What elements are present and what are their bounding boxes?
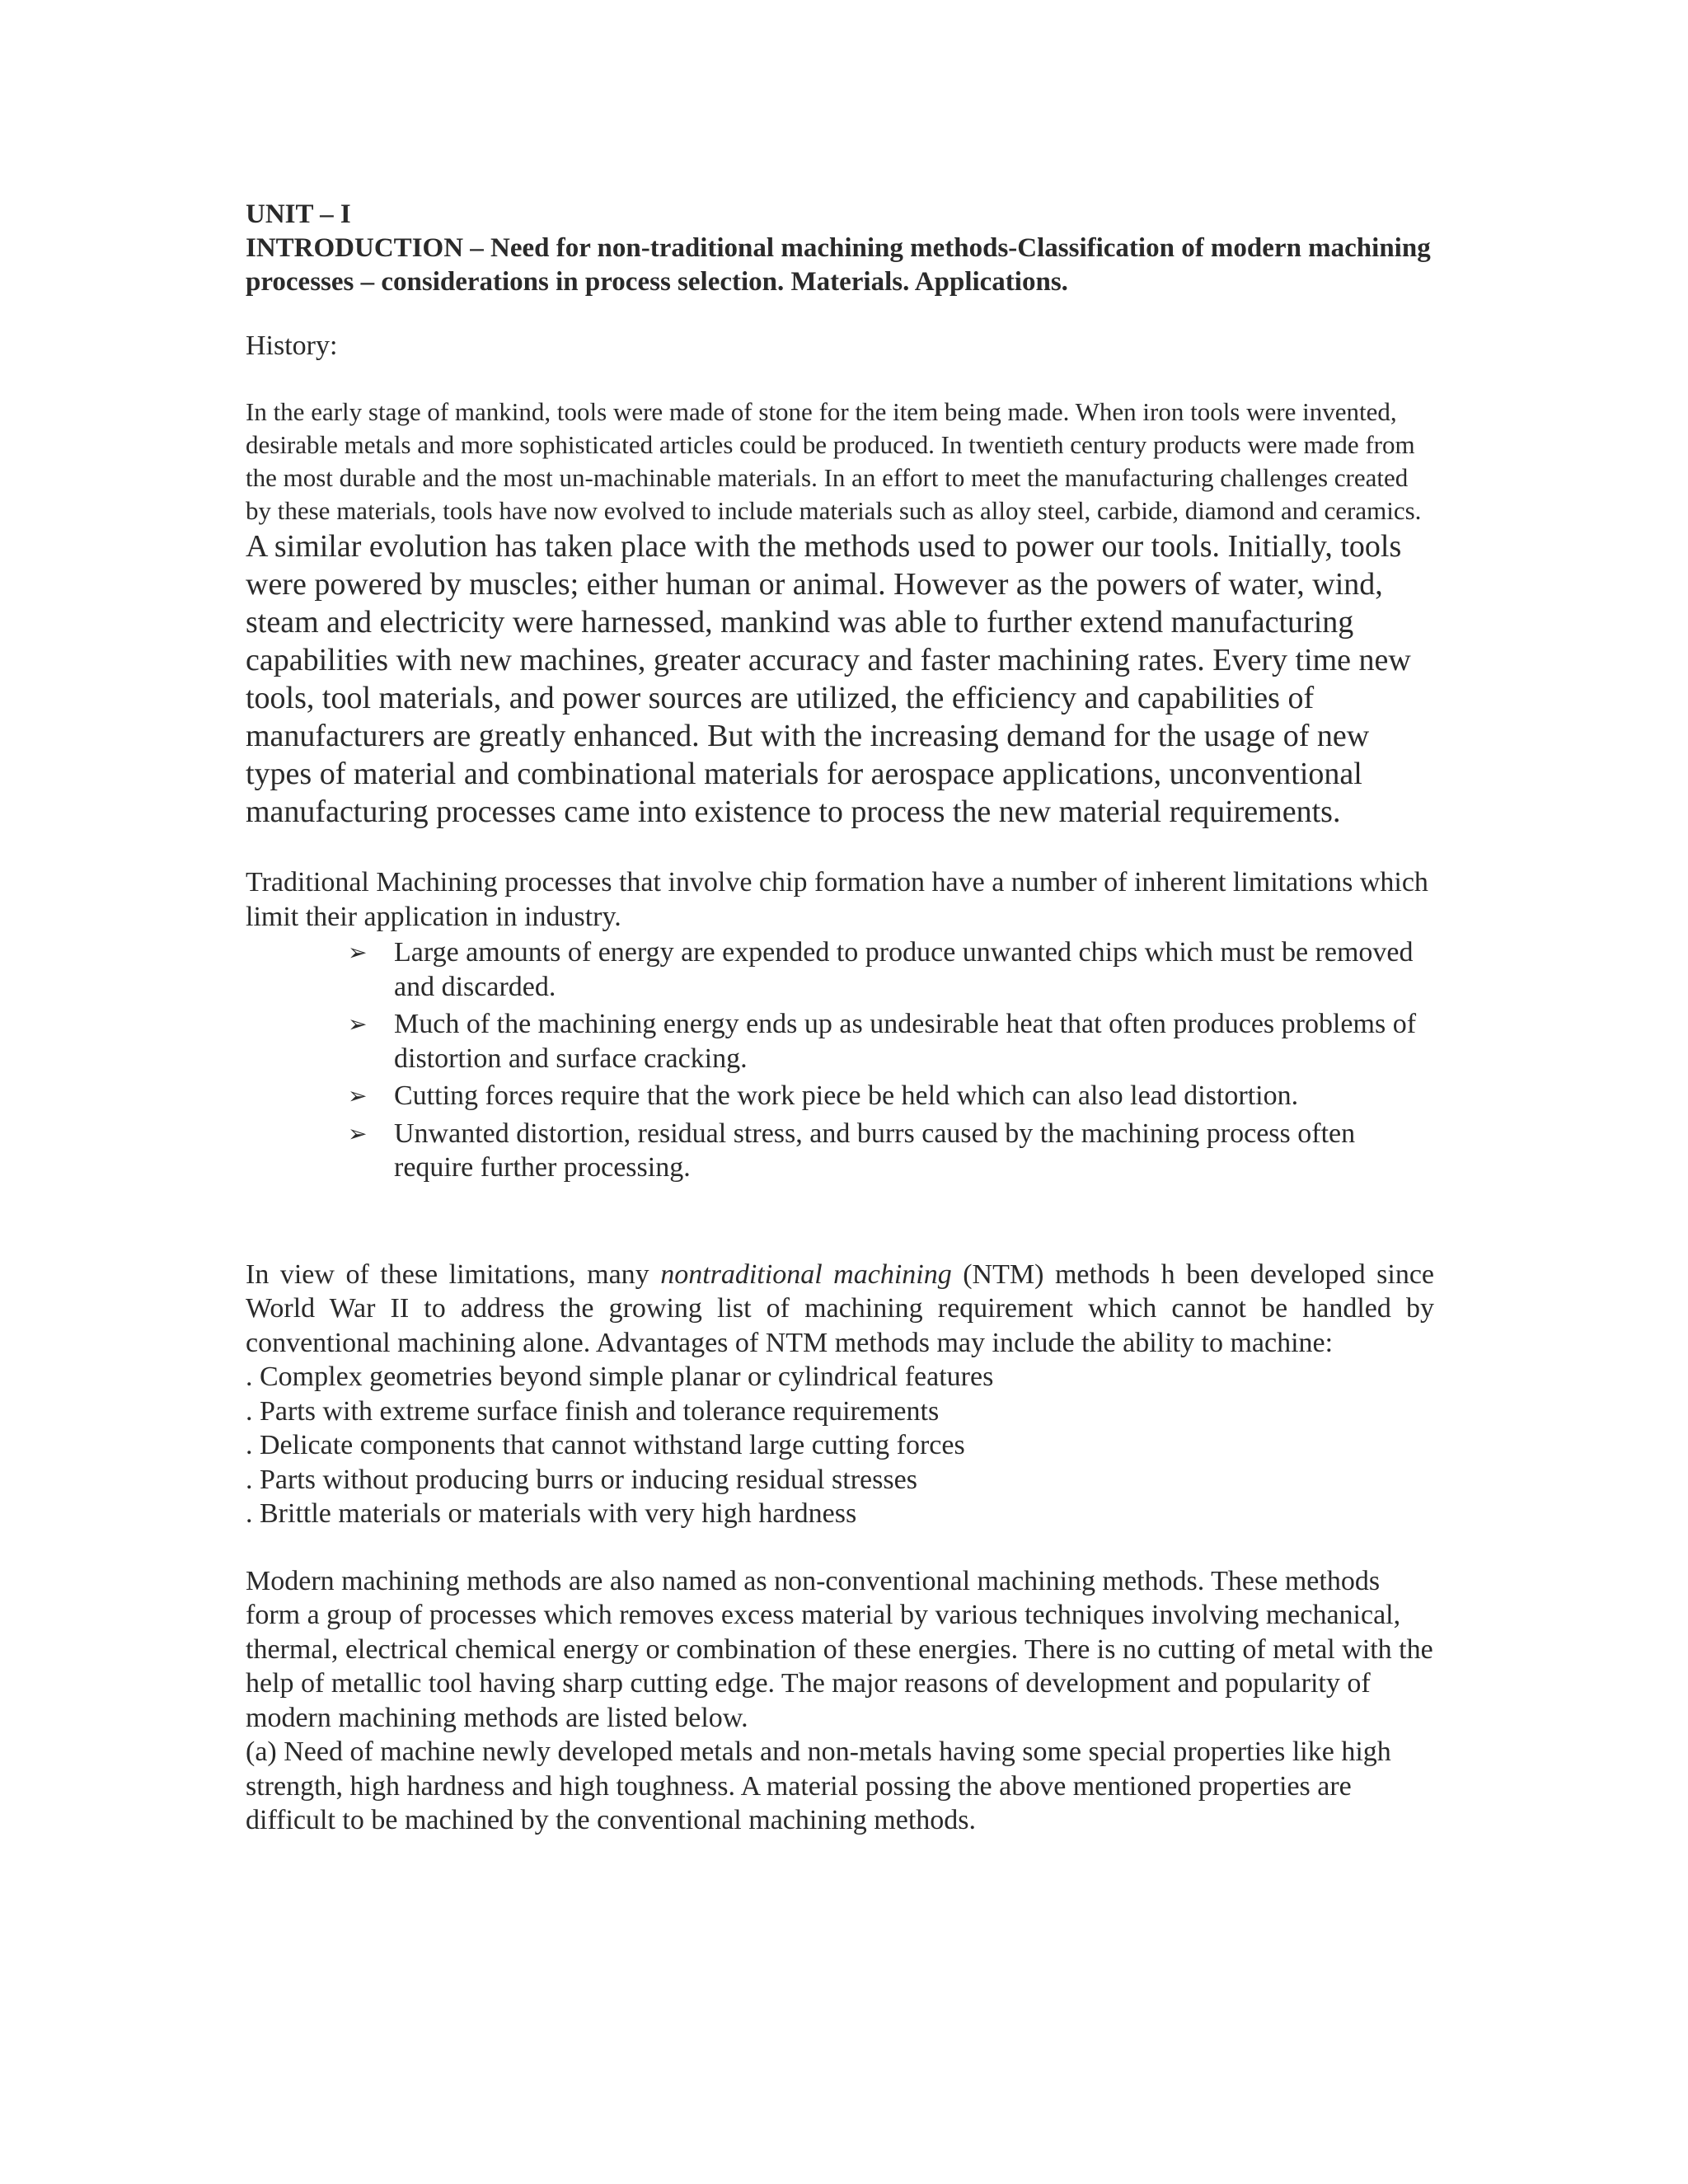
document-page <box>246 198 1434 1838</box>
history-paragraph-1: In the early stage of mankind, tools were made of stone for the item being made. When iron tools were invented, desirable metals and more sophisticated articles could be produced. In twentieth century products were made from the most durable and the most un-machinable materials. In an effort to meet the manufacturing challenges created by these materials, tools have now evolved to include materials such as alloy steel, carbide, diamond and ceramics. <box>246 397 1422 525</box>
introduction-heading: INTRODUCTION – Need for non-traditional machining methods-Classification of modern machining processes – considerations in process selection. Materials. Applications. <box>246 233 1431 297</box>
list-item: . Parts without producing burrs or inducing residual stresses <box>246 1464 917 1495</box>
arrow-bullet-icon: ➢ <box>348 1010 368 1038</box>
history-label: History: <box>246 330 338 361</box>
list-item: ➢ Unwanted distortion, residual stress, and burrs caused by the machining process often require further processing. <box>348 1118 1356 1183</box>
arrow-bullet-icon: ➢ <box>348 1082 368 1109</box>
list-item: ➢ Large amounts of energy are expended to produce unwanted chips which must be removed and discarded. <box>348 937 1414 1002</box>
history-paragraph-2: A similar evolution has taken place with the methods used to power our tools. Initially, tools were powered by muscles; either human or animal. However as the powers of water, wind, steam and electricity were harnessed, mankind was able to further extend manufacturing capabilities with new machines, greater accuracy and faster machining rates. Every time new tools, tool materials, and power sources are utilized, the efficiency and capabilities of manufacturers are greatly enhanced. But with the increasing demand for the usage of new types of material and combinational materials for aerospace applications, unconventional manufacturing processes came into existence to process the new material requirements. <box>246 529 1411 829</box>
list-item: . Complex geometries beyond simple planar or cylindrical features <box>246 1361 994 1392</box>
traditional-intro: Traditional Machining processes that involve chip formation have a number of inherent limitations which limit their application in industry. <box>246 867 1428 932</box>
ntm-term: nontraditional machining <box>660 1258 952 1290</box>
list-item: . Brittle materials or materials with very high hardness <box>246 1498 857 1529</box>
unit-title: UNIT – I <box>246 199 351 229</box>
arrow-bullet-icon: ➢ <box>348 1119 368 1147</box>
list-item: ➢ Cutting forces require that the work piece be held which can also lead distortion. <box>394 1079 1434 1113</box>
ntm-paragraph: In view of these limitations, many nontraditional machining (NTM) methods h been developed since World War II to address the growing list of machining requirement which cannot be handled by conventional machining alone. Advantages of NTM methods may include the ability to machine: <box>246 1258 1434 1358</box>
modern-methods-paragraph: Modern machining methods are also named as non-conventional machining methods. These methods form a group of processes which removes excess material by various techniques involving mechanical, thermal, electrical chemical energy or combination of these energies. There is no cutting of metal with the help of metallic tool having sharp cutting edge. The major reasons of development and popularity of modern machining methods are listed below. <box>246 1565 1433 1733</box>
arrow-bullet-icon: ➢ <box>348 939 368 966</box>
list-item: ➢ Much of the machining energy ends up as undesirable heat that often produces problems of distortion and surface cracking. <box>348 1009 1417 1074</box>
reason-a-paragraph: (a) Need of machine newly developed metals and non-metals having some special properties like high strength, high hardness and high toughness. A material possing the above mentioned properties are difficult to be machined by the conventional machining methods. <box>246 1736 1391 1835</box>
limitations-list <box>246 935 1434 1185</box>
ntm-advantages-list <box>246 1360 1434 1531</box>
list-item: . Delicate components that cannot withstand large cutting forces <box>246 1430 965 1460</box>
list-item: . Parts with extreme surface finish and tolerance requirements <box>246 1395 940 1427</box>
